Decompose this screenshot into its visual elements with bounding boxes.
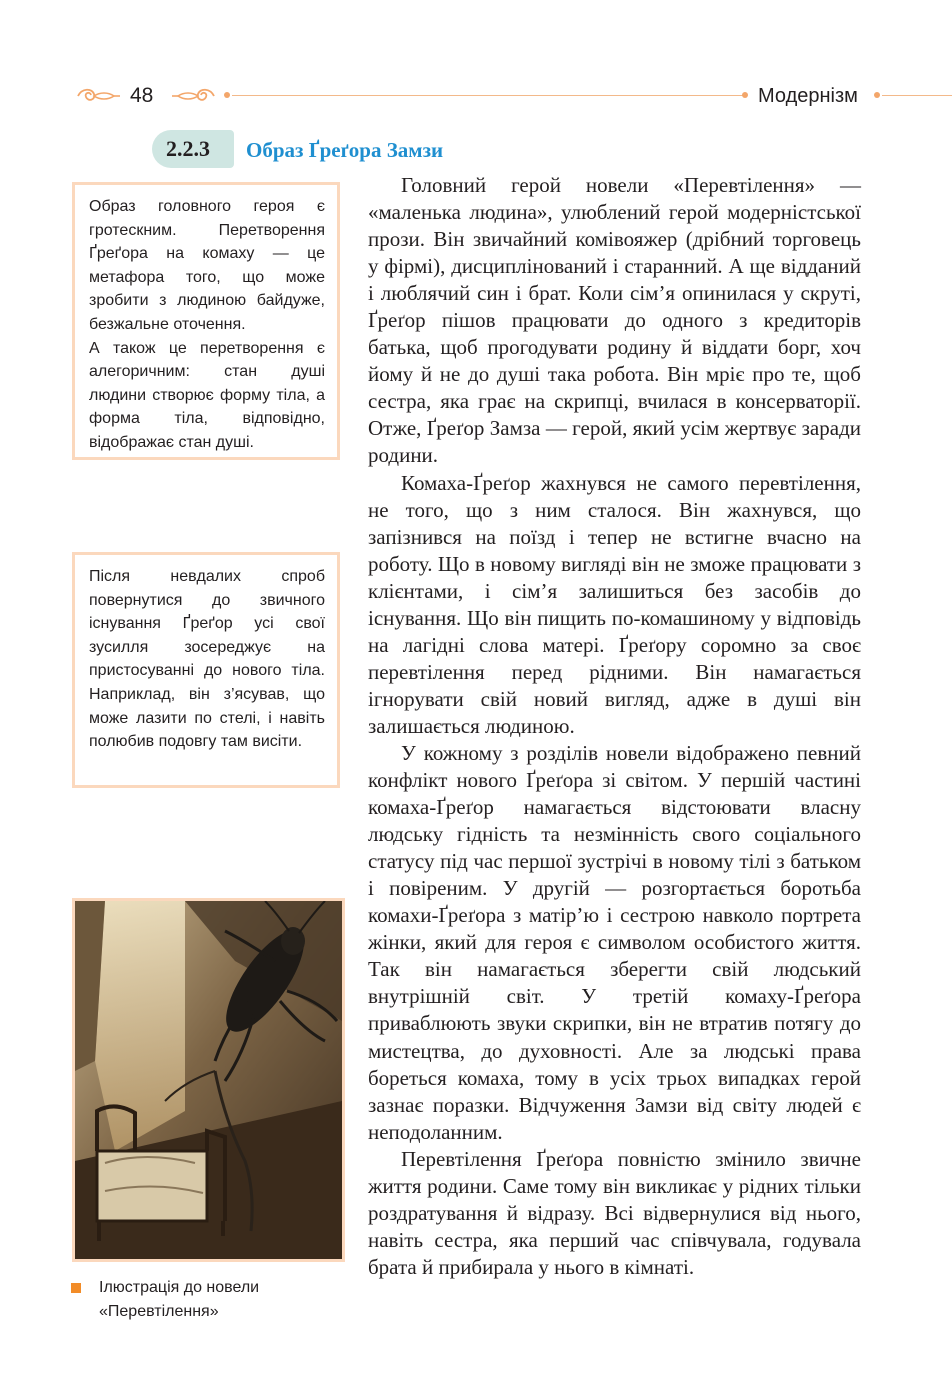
- illustration: [72, 898, 345, 1262]
- side-note-paragraph: А також це перетворення є алегоричним: стан душі людини створює форму тіла, а форма тіла, відповідно, відображає стан душі.: [89, 339, 325, 451]
- left-ornament-icon: [74, 82, 122, 108]
- body-paragraph: Перевтілення Ґреґора повністю змінило звичне життя родини. Саме тому він викликає у рідних тільки роздратування й відразу. Всі відвернулися від нього, навіть сестра, яка перший час співчувала, годувала брата й прибирала у нього в кімнаті.: [368, 1146, 861, 1279]
- side-note-box: [72, 182, 340, 460]
- body-paragraph: У кожному з розділів новели відображено певний конфлікт нового Ґреґора зі світом. У першій частині комаха-Ґреґор намагається відстоювати власну людську гідність та незмінність свого соціального статусу під час першої зустрічі в новому тілі з батьком і повіреним. У другій — розгортається боротьба комахи-Ґреґора з матір’ю і сестрою навколо портрета жінки, який для героя є символом особистого життя. Так він намагається зберегти свій людський внутрішній світ. У третій комаху-Ґреґора приваблюють звуки скрипки, він не втратив потягу до мистецтва, до духовності. Але за людські права бореться комаха, тому в усіх трьох випадках герой зазнає поразки. Відчуження Замзи від світу людей є неподоланним.: [368, 740, 861, 1144]
- side-note-paragraph: Після невдалих спроб повернутися до звичного існування Ґреґор усі свої зусилля зосереджує на пристосуванні до нового тіла. Наприклад, він з’ясував, що може лазити по стелі, і навіть полюбив подовгу там висіти.: [89, 568, 325, 751]
- rule-dot: [224, 92, 230, 98]
- section-number: 2.2.3: [166, 136, 210, 161]
- main-text: [368, 172, 861, 1281]
- side-note-box: [72, 552, 340, 788]
- header-rule-right: [882, 95, 952, 96]
- rule-dot: [742, 92, 748, 98]
- body-paragraph: Комаха-Ґреґор жахнувся не самого перевтілення, не того, що з ним сталося. Він жахнувся, що запізнився на поїзд і тепер не встигне вчасно на роботу. Що в новому вигляді він не зможе працювати з клієнтами, і сім’я залишиться без засобів до існування. Що він пищить по-комашиному у відповідь на лагідні слова матері. Ґреґору соромно за своє перевтілення перед рідними. Він намагається ігнорувати свій новий вигляд, адже в душі він залишається людиною.: [368, 470, 861, 738]
- rule-dot: [874, 92, 880, 98]
- illustration-caption: Ілюстрація до новели «Перевтілення»: [99, 1279, 260, 1320]
- caption-marker-icon: [71, 1283, 81, 1293]
- insect-illustration: [75, 901, 342, 1259]
- right-ornament-icon: [170, 82, 218, 108]
- side-note-paragraph: Образ головного героя є гротескним. Перетворення Ґреґора на комаху — це метафора того, що може зробити з людиною байдуже, безжальне оточення.: [89, 198, 325, 333]
- page-number: 48: [130, 84, 154, 107]
- body-paragraph: Головний герой новели «Перевтілення» — «маленька людина», улюблений герой модерністської прози. Він звичайний комівояжер (дрібний торговець у фірмі), дисциплінований і старанний. А ще відданий і люблячий син і брат. Коли сім’я опинилася у скруті, Ґреґор пішов працювати до одного з кредиторів батька, щоб прогодувати родину й віддати борг, хоч йому й не до душі така робота. Він мріє про те, щоб сестра, яка грає на скрипці, вчилася в консерваторії. Отже, Ґреґор Замза — герой, який усім жертвує заради родини.: [368, 173, 861, 468]
- header-rule: [232, 95, 744, 96]
- section-heading: Образ Ґреґора Замзи: [246, 138, 444, 162]
- section-title: Модернізм: [758, 85, 858, 107]
